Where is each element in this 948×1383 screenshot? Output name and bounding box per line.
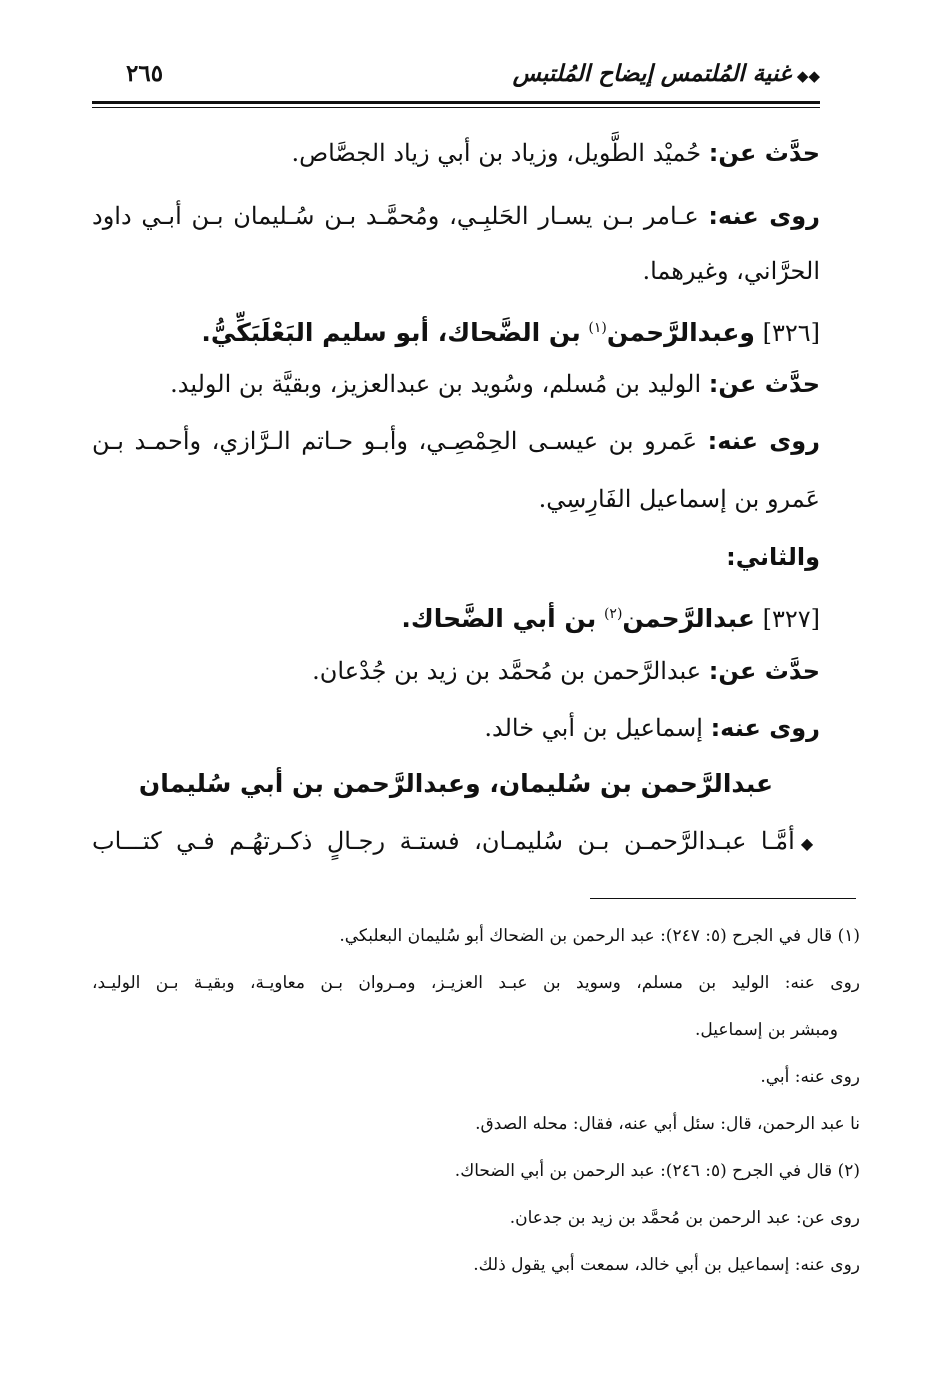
body-line-1 — [291, 136, 820, 170]
body-line-10 — [312, 654, 820, 688]
line-text: أمَّـا عبـدالرَّحمـن بـن سُليمـان، فستـة رجـالٍ ذكـرتهُـم فـي كتـــاب — [92, 827, 795, 855]
label-haddatha-an: حدَّث عن: — [708, 370, 820, 398]
header-rule-thin — [92, 107, 820, 108]
line-text: الحرَّاني، وغيرهما. — [642, 257, 820, 285]
body-line-13 — [92, 824, 820, 861]
line-text: عـامر بـن يسـار الحَلبِـي، ومُحمَّـد بـن سُـليمان بـن أبـي داود — [92, 202, 699, 230]
footnote-line: ومبشر بن إسماعيل. — [695, 1020, 838, 1040]
running-title-text: غنية المُلتمس إيضاح المُلتبس — [512, 60, 791, 87]
entry-326-heading — [201, 311, 820, 350]
body-line-7 — [539, 482, 820, 516]
label-haddatha-an: حدَّث عن: — [708, 657, 820, 685]
body-line-11 — [484, 711, 820, 745]
footnote-line: روى عن: عبد الرحمن بن مُحمَّد بن زيد بن جدعان. — [509, 1208, 860, 1228]
body-line-6 — [92, 424, 820, 458]
body-line-5 — [170, 367, 820, 401]
body-line-8 — [726, 540, 820, 574]
diamond-bullet-icon: ◆ — [800, 834, 821, 853]
footnote-ref-2: (٢) — [603, 606, 623, 622]
label-rawa-anhu: روى عنه: — [707, 427, 820, 455]
entry-name-part-1: وعبدالرَّحمن — [606, 318, 755, 347]
line-text: عَمرو بن عيسـى الحِمْصِـي، وأبـو حـاتم الـرَّازي، وأحمـد بـن — [92, 427, 698, 455]
label-rawa-anhu: روى عنه: — [708, 202, 820, 230]
page-header — [92, 58, 820, 96]
label-haddatha-an: حدَّث عن: — [708, 139, 820, 167]
running-title — [513, 60, 820, 87]
header-rule-thick — [92, 101, 820, 104]
section-heading: عبدالرَّحمن بن سُليمان، وعبدالرَّحمن بن أبي سُليمان — [138, 769, 774, 798]
footnote-ref-1: (١) — [588, 320, 607, 336]
body-line-3 — [642, 254, 820, 288]
entry-name-part-2: بن أبي الضَّحاك. — [401, 604, 597, 633]
line-text: إسماعيل بن أبي خالد. — [484, 714, 703, 742]
label-althani: والثاني: — [726, 543, 820, 571]
line-text: حُميْد الطَّويل، وزياد بن أبي زياد الجصَّاص. — [291, 139, 702, 167]
footnote-separator — [590, 898, 856, 899]
entry-number: [٣٢٦] — [762, 319, 820, 347]
entry-327-heading — [401, 597, 820, 636]
page-number: ٢٦٥ — [126, 60, 164, 87]
entry-number: [٣٢٧] — [762, 605, 820, 633]
footnote-line: نا عبد الرحمن، قال: سئل أبي عنه، فقال: محله الصدق. — [475, 1114, 860, 1134]
footnote-line: (٢) قال في الجرح (٥: ٢٤٦): عبد الرحمن بن أبي الضحاك. — [454, 1161, 860, 1181]
entry-name-part-1: عبدالرَّحمن — [622, 604, 755, 633]
footnote-line: روى عنه: إسماعيل بن أبي خالد، سمعت أبي يقول ذلك. — [473, 1255, 860, 1275]
entry-name-part-2: بن الضَّحاك، أبو سليم البَعْلَبَكِّيُّ. — [201, 318, 581, 347]
diamond-ornament-icon: ◆◆ — [796, 67, 820, 85]
body-line-2 — [92, 199, 820, 233]
footnote-line: (١) قال في الجرح (٥: ٢٤٧): عبد الرحمن بن الضحاك أبو سُليمان البعلبكي. — [339, 926, 860, 946]
line-text: عَمرو بن إسماعيل الفَارِسِي. — [538, 485, 820, 513]
line-text: الوليد بن مُسلم، وسُويد بن عبدالعزيز، وبقيَّة بن الوليد. — [170, 370, 702, 398]
label-rawa-anhu: روى عنه: — [710, 714, 820, 742]
footnote-line: روى عنه: الوليد بن مسلم، وسويد بن عبـد العزيـز، ومـروان بـن معاويـة، وبقيـة بـن الوليـد، — [92, 973, 860, 993]
line-text: عبدالرَّحمن بن مُحمَّد بن زيد بن جُدْعان. — [312, 657, 702, 685]
footnote-line: روى عنه: أبي. — [760, 1067, 860, 1087]
